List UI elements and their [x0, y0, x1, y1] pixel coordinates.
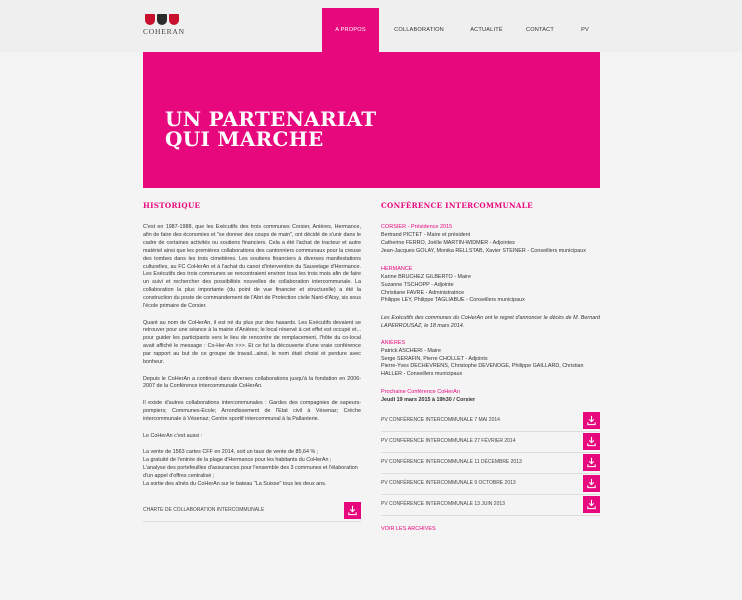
member-line: Pierre-Yves DECHEVRENS, Christophe DEVENOGE, Philippe GAILLARD, Christian HALLER - Conseillers municipaux [381, 363, 584, 378]
pv-label: PV CONFÉRENCE INTERCOMMUNALE 9 OCTOBRE 2013 [381, 480, 516, 487]
download-button[interactable] [583, 433, 600, 450]
hero-title-line: QUI MARCHE [165, 127, 324, 151]
main-nav [322, 8, 604, 52]
member-list [381, 348, 600, 379]
download-row[interactable] [143, 501, 361, 522]
site-logo[interactable] [143, 14, 193, 38]
member-line: Serge SERAFIN, Pierre CHOLLET - Adjoints [381, 355, 488, 362]
list-item: L'analyse des portefeuilles d'assurances pour l'ensemble des 3 communes et l'élaboration d'un appel d'offres centralisé ; [143, 465, 358, 479]
nav-item-contact[interactable]: CONTACT [525, 26, 555, 33]
paragraph: Quant au nom de CoHerAn, il est né du plus pur des hasards. Les Exécutifs devaient se retrouver pour une séance à la mairie d'Anières; le local réservé à cet effet est occupé et... pour guider les participants vers le lieu de rencontre de remplacement, l'hôte du co-local avait affiché le message : Co-Her-An >>>. Et ce fut la découverte d'une vraie conférence par rapport au but de ce groupe de travail...ainsi, le nom était choisi et perdure avec bonheur. [143, 319, 361, 365]
download-icon [586, 436, 597, 447]
member-line: Jean-Jacques GOLAY, Monika RELLSTAB, Xavier STEINER - Conseillers municipaux [381, 248, 586, 255]
download-label: CHARTE DE COLLABORATION INTERCOMMUNALE [143, 507, 265, 513]
paragraph: Le CoHerAn c'est aussi : [143, 432, 203, 439]
list-item: La sortie des aînés du CoHerAn sur le bateau "La Suisse" tous les deux ans. [143, 480, 327, 487]
commune-block-hermance [381, 266, 600, 305]
logo-text: COHERAN [143, 27, 185, 36]
pv-row[interactable] [381, 474, 600, 495]
download-icon [347, 505, 358, 516]
commune-title: CORSIER - Présidence 2015 [381, 224, 453, 231]
pv-label: PV CONFÉRENCE INTERCOMMUNALE 7 MAI 2014 [381, 417, 500, 424]
download-button[interactable] [583, 475, 600, 492]
historique-section [143, 201, 361, 522]
pv-label: PV CONFÉRENCE INTERCOMMUNALE 13 JUIN 2013 [381, 501, 505, 508]
hero-banner [143, 52, 600, 188]
top-bar [0, 0, 742, 52]
download-icon [586, 499, 597, 510]
list-item: La gratuité de l'entrée de la plage d'Hermance pour les habitants du CoHerAn ; [143, 457, 332, 464]
member-line: Karine BRUCHEZ GILBERTO - Maire [381, 273, 471, 280]
member-line: Philippe LEY, Philippe TAGLIABUE - Conseillers municipaux [381, 297, 525, 304]
hero-title [165, 109, 376, 149]
member-line: Christiane FAVRE - Administratrice [381, 289, 465, 296]
download-button[interactable] [583, 412, 600, 429]
section-title: CONFÉRENCE INTERCOMMUNALE [381, 201, 533, 210]
list [143, 449, 361, 488]
shield-icon [145, 14, 155, 25]
member-line: Catherine FERRO, Joëlle MARTIN-WIDMER - Adjointes [381, 240, 515, 247]
commune-block-corsier [381, 224, 600, 255]
nav-item-collaboration[interactable]: COLLABORATION [394, 26, 444, 33]
download-button[interactable] [344, 502, 361, 519]
archives-link[interactable]: VOIR LES ARCHIVES [381, 525, 436, 532]
next-conference-detail: Jeudi 19 mars 2015 à 19h30 / Corsier [381, 397, 476, 404]
coat-of-arms-icon [145, 14, 193, 25]
pv-label: PV CONFÉRENCE INTERCOMMUNALE 11 DÉCEMBRE 2013 [381, 459, 522, 466]
download-button[interactable] [583, 454, 600, 471]
paragraph: Depuis le CoHerAn a continué dans diverses collaborations jusqu'à la fondation en 2006-2007 de la Conférence intercommunale CoHerAn. [143, 375, 361, 390]
commune-block-anieres [381, 340, 600, 379]
pv-row[interactable] [381, 432, 600, 453]
download-button[interactable] [583, 496, 600, 513]
pv-row[interactable] [381, 411, 600, 432]
download-icon [586, 415, 597, 426]
list-item: La vente de 1563 cartes CFF en 2014, soit un taux de vente de 85,64 % ; [143, 449, 319, 456]
section-title: HISTORIQUE [143, 201, 201, 210]
member-list [381, 274, 600, 305]
nav-item-actualite[interactable]: ACTUALITÉ [470, 26, 503, 33]
commune-title: HERMANCE [381, 265, 413, 272]
next-conference [381, 389, 600, 405]
member-line: Bertrand PICTET - Maire et président [381, 232, 471, 239]
pv-row[interactable] [381, 453, 600, 474]
paragraph: C'est en 1987-1988, que les Exécutifs des trois communes Corsier, Anières, Hermance, afin de faire des économies et "se donner des coups de main", ont décidé de s'unir dans le cadre de certaines activités ou soutiens financiers. Cela a été l'achat de tracteur et autre matériel ainsi que les premières collaborations des cantonniers communaux pour la creuse des tombes dans les trois cimetières. Les soutiens financiers à diverses manifestations culturelles, au FC CoHerAn et à l'achat du canot d'intervention du Sauvetage d'Hermance. Les Exécutifs des trois communes se rencontraient environ tous les trois mois afin de faire un suivi et rechercher des possibilités nouvelles de collaboration intercommunale. La collaboration la plus importante (du point de vue financier et structurelle) a été la construction du poste de commandement de l'Abri de Protection civile Nant-d'Aisy, sis sous l'école primaire de Corsier. [143, 224, 361, 309]
download-icon [586, 457, 597, 468]
next-conference-title: Prochaine Conférence CoHerAn [381, 389, 460, 396]
nav-item-pv[interactable]: PV [581, 26, 589, 33]
member-list [381, 232, 600, 255]
download-icon [586, 478, 597, 489]
commune-title: ANIÈRES [381, 339, 406, 346]
member-line: Patrick ASCHERI - Maire [381, 347, 441, 354]
memorial-note: Les Exécutifs des communes du CoHerAn ont le regret d'annoncer le décès de M. Bernard LAPERROUSAZ, le 18 mars 2014. [381, 315, 600, 329]
nav-item-a-propos[interactable]: A PROPOS [322, 8, 379, 52]
pv-list [381, 411, 600, 516]
member-line: Suzanne TSCHOPP - Adjointe [381, 281, 454, 288]
shield-icon [157, 14, 167, 25]
paragraph: Il existe d'autres collaborations intercommunales : Gardes des compagnies de sapeurs-pompiers; Communes-Ecole; Arrondissement de l'Etat civil à Vésenaz; Crèche intercommunale à Vésenaz; Centre sportif intercommunal à la Pallanterie. [143, 400, 361, 422]
pv-row[interactable] [381, 495, 600, 516]
shield-icon [169, 14, 179, 25]
pv-label: PV CONFÉRENCE INTERCOMMUNALE 27 FÉVRIER 2014 [381, 438, 516, 445]
conference-section [381, 201, 600, 534]
hero-title-line: UN PARTENARIAT [165, 107, 377, 131]
